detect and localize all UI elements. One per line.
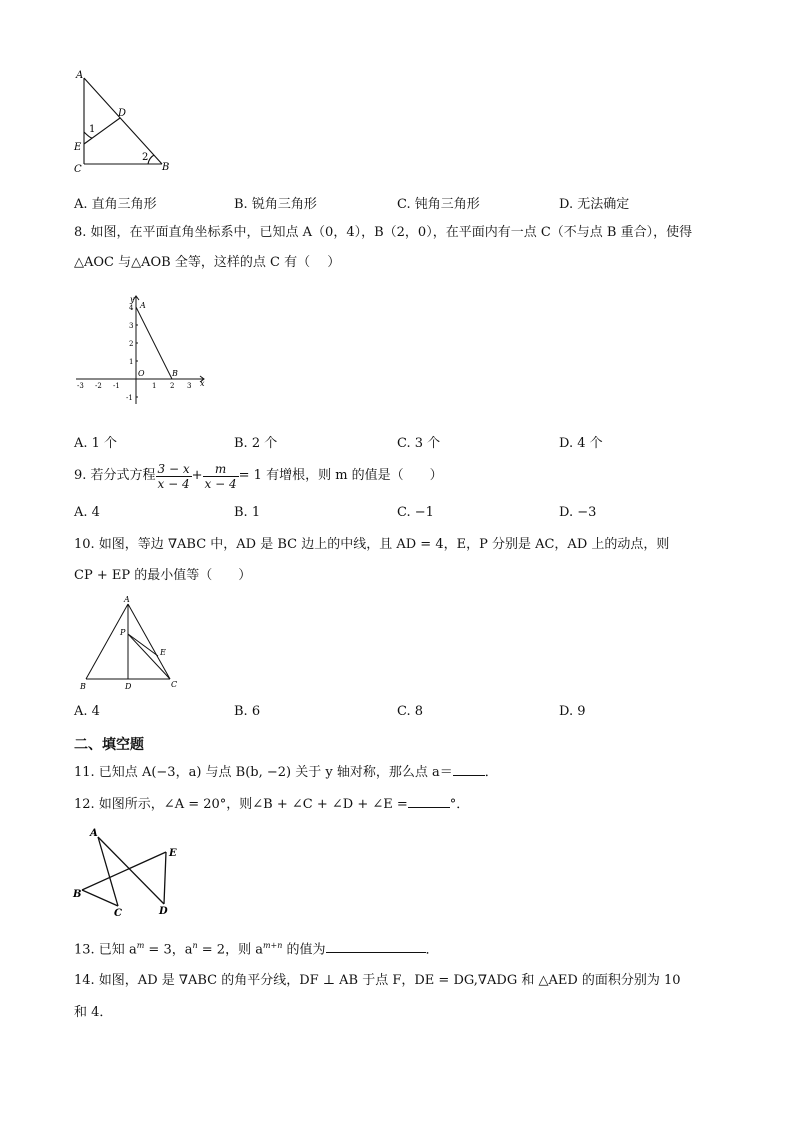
q8-option-d[interactable]: D. 4 个 (559, 436, 603, 451)
q8-xtick: 1 (152, 382, 157, 390)
q12-label-c: C (114, 908, 122, 919)
q10-question-line2: CP + EP 的最小值等（ ） (74, 568, 252, 583)
q9-suffix: = 1 有增根，则 m 的值是（ ） (238, 468, 443, 483)
q12-star-figure (70, 824, 190, 919)
q8-question-line2: △AOC 与△AOB 全等，这样的点 C 有（ ） (74, 255, 341, 270)
q9-option-b[interactable]: B. 1 (234, 505, 261, 520)
q9-plus: + (191, 468, 203, 483)
q11-question (74, 763, 498, 782)
q10-label-c: C (171, 680, 178, 689)
q9-fraction-2 (203, 462, 239, 491)
q12-label-d: D (159, 906, 168, 917)
section-heading-fill-in: 二、填空题 (74, 737, 144, 753)
q8-ytick: 3 (129, 322, 134, 330)
q8-ytick: 1 (129, 358, 134, 366)
q12-label-a: A (90, 828, 98, 839)
q8-ytick: 2 (129, 340, 134, 348)
q13-mid3: 的值为 (282, 942, 326, 958)
q13-mid2: = 2，则 a (197, 942, 263, 958)
q12-text: 12. 如图所示，∠A = 20°，则∠B + ∠C + ∠D + ∠E = (74, 797, 408, 812)
q8-option-c[interactable]: C. 3 个 (397, 436, 441, 451)
q8-axis-x: x (200, 379, 205, 388)
q10-triangle-figure (76, 592, 186, 692)
q9-fraction-2-numerator: m (203, 462, 239, 477)
q9-question (74, 458, 443, 494)
q9-fraction-1 (156, 462, 192, 491)
q7-option-a[interactable]: A. 直角三角形 (74, 197, 157, 212)
q12-label-e: E (169, 848, 177, 859)
q8-ytick: 4 (129, 304, 134, 312)
q8-xtick: 3 (187, 382, 192, 390)
q9-fraction-1-numerator: 3 − x (157, 461, 190, 476)
q8-ytick: -1 (126, 394, 133, 402)
q10-question-line1: 10. 如图，等边 ∇ABC 中，AD 是 BC 边上的中线，且 AD = 4，E，P 分别是 AC，AD 上的动点，则 (74, 537, 670, 552)
q8-option-a[interactable]: A. 1 个 (74, 436, 118, 451)
q9-option-d[interactable]: D. −3 (559, 505, 597, 520)
q9-prefix: 9. 若分式方程 (74, 468, 156, 483)
q7-option-b[interactable]: B. 锐角三角形 (234, 197, 317, 212)
q8-xtick: 2 (170, 382, 175, 390)
q10-label-d: D (125, 682, 132, 691)
q13-question (74, 937, 439, 959)
q8-xtick: -2 (95, 382, 102, 390)
q9-option-c[interactable]: C. −1 (397, 505, 434, 520)
q8-option-b[interactable]: B. 2 个 (234, 436, 278, 451)
q10-label-p: P (120, 628, 126, 637)
q7-label-d: D (118, 108, 127, 119)
q7-label-c: C (74, 164, 82, 175)
q10-label-b: B (80, 682, 86, 691)
q7-label-b: B (162, 162, 170, 173)
q13-end: ． (425, 942, 439, 958)
q7-triangle-figure (70, 66, 180, 178)
q10-option-b[interactable]: B. 6 (234, 704, 261, 719)
q9-fraction-1-denominator: x − 4 (157, 476, 190, 491)
q13-exponent-n: n (192, 941, 198, 950)
q8-label-o: O (138, 369, 145, 378)
q7-label-a: A (76, 70, 84, 81)
q8-coordinate-figure (72, 292, 212, 412)
q12-answer-blank[interactable] (408, 795, 450, 808)
q8-label-a: A (140, 301, 146, 310)
q8-xtick: -3 (77, 382, 84, 390)
q11-answer-blank[interactable] (453, 763, 485, 776)
q8-question-line1: 8. 如图，在平面直角坐标系中，已知点 A（0，4），B（2，0），在平面内有一点 C（不与点 B 重合），使得 (74, 225, 693, 240)
q13-exponent-m-plus-n: m+n (262, 941, 283, 950)
q7-angle-1: 1 (89, 124, 96, 135)
q7-option-c[interactable]: C. 钝角三角形 (397, 197, 480, 212)
q8-xtick: -1 (113, 382, 120, 390)
q10-label-e: E (160, 648, 166, 657)
q10-label-a: A (124, 595, 130, 604)
q10-option-d[interactable]: D. 9 (559, 704, 586, 719)
q7-label-e: E (74, 142, 82, 153)
q10-option-a[interactable]: A. 4 (74, 704, 100, 719)
q10-option-c[interactable]: C. 8 (397, 704, 424, 719)
q12-question (74, 795, 469, 814)
q8-axis-y: y (130, 295, 135, 304)
q14-question-line2: 和 4． (74, 1005, 113, 1020)
q8-label-b: B (172, 369, 178, 378)
q13-mid: = 3，a (144, 942, 193, 958)
q7-angle-2: 2 (142, 152, 149, 163)
q11-end: ． (484, 765, 498, 780)
q7-option-d[interactable]: D. 无法确定 (559, 197, 630, 212)
q9-fraction-2-denominator: x − 4 (204, 476, 237, 491)
q12-label-b: B (73, 889, 82, 900)
q9-option-a[interactable]: A. 4 (74, 505, 100, 520)
q13-exponent-m: m (136, 941, 145, 950)
q13-text: 13. 已知 a (74, 942, 137, 958)
q13-answer-blank[interactable] (326, 940, 426, 953)
q14-question-line1: 14. 如图，AD 是 ∇ABC 的角平分线，DF ⊥ AB 于点 F，DE = DG,∇ADG 和 △AED 的面积分别为 10 (74, 973, 681, 988)
q12-end: °． (449, 797, 470, 812)
q11-text: 11. 已知点 A(−3，a) 与点 B(b, −2) 关于 y 轴对称，那么点 a＝ (74, 765, 453, 780)
